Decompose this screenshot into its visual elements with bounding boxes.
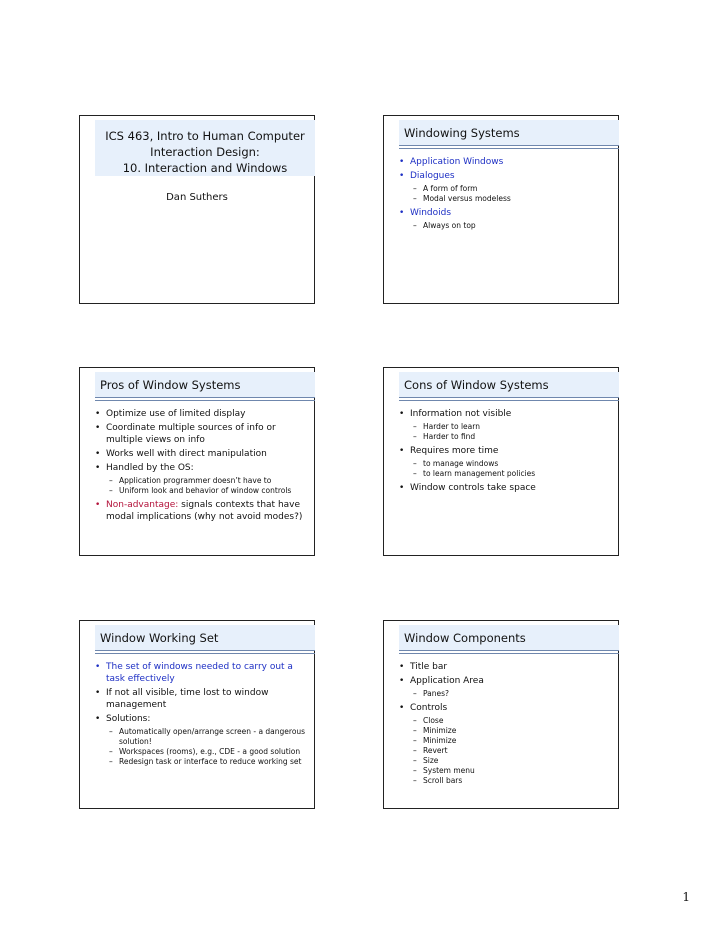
bullet: • Window controls take space	[399, 482, 617, 494]
sub-bullet: – Panes?	[399, 689, 617, 699]
slide-title	[79, 115, 315, 304]
bullet: • Coordinate multiple sources of info or multiple views on info	[95, 422, 313, 446]
bullet: • Optimize use of limited display	[95, 408, 313, 420]
slide-body	[399, 661, 617, 786]
slide-pros	[79, 367, 315, 556]
slide-body	[95, 408, 313, 525]
slide-heading: Window Components	[399, 625, 619, 651]
bullet: • The set of windows needed to carry out a task effectively	[95, 661, 313, 685]
bullet: • Windoids	[399, 207, 617, 219]
sub-bullet: – Automatically open/arrange screen - a dangerous solution!	[95, 727, 313, 747]
sub-bullet: – Revert	[399, 746, 617, 756]
sub-bullet: – Modal versus modeless	[399, 194, 617, 204]
slide-heading: Cons of Window Systems	[399, 372, 619, 398]
slide-heading: Window Working Set	[95, 625, 315, 651]
bullet: • Solutions:	[95, 713, 313, 725]
bullet: • If not all visible, time lost to window management	[95, 687, 313, 711]
bullet: • Dialogues	[399, 170, 617, 182]
page-number: 1	[682, 890, 690, 904]
bullet: • Controls	[399, 702, 617, 714]
sub-bullet: – to manage windows	[399, 459, 617, 469]
bullet: • Application Windows	[399, 156, 617, 168]
sub-bullet: – A form of form	[399, 184, 617, 194]
title-line: 10. Interaction and Windows	[122, 161, 288, 175]
sub-bullet: – Application programmer doesn’t have to	[95, 476, 313, 486]
bullet-lead: Non-advantage:	[106, 500, 179, 510]
slide-window-components	[383, 620, 619, 809]
sub-bullet: – Uniform look and behavior of window controls	[95, 486, 313, 496]
sub-bullet: – Redesign task or interface to reduce working set	[95, 757, 313, 767]
sub-bullet: – Minimize	[399, 726, 617, 736]
sub-bullet: – Harder to find	[399, 432, 617, 442]
bullet: • Title bar	[399, 661, 617, 673]
bullet: • Application Area	[399, 675, 617, 687]
bullet: • Information not visible	[399, 408, 617, 420]
slide-heading: Windowing Systems	[399, 120, 619, 146]
bullet-rest: signals contexts that have modal implications (why not avoid modes?)	[106, 500, 303, 522]
slide-body	[399, 156, 617, 231]
sub-bullet: – Close	[399, 716, 617, 726]
sub-bullet: – Always on top	[399, 221, 617, 231]
slide-heading: Pros of Window Systems	[95, 372, 315, 398]
bullet	[95, 499, 313, 523]
sub-bullet: – to learn management policies	[399, 469, 617, 479]
slide-working-set	[79, 620, 315, 809]
title-line: ICS 463, Intro to Human Computer	[105, 129, 305, 143]
slide-body	[399, 408, 617, 496]
title-box	[95, 120, 315, 176]
sub-bullet: – Harder to learn	[399, 422, 617, 432]
sub-bullet: – System menu	[399, 766, 617, 776]
slide-windowing-systems	[383, 115, 619, 304]
bullet: • Works well with direct manipulation	[95, 448, 313, 460]
bullet: • Handled by the OS:	[95, 462, 313, 474]
slide-cons	[383, 367, 619, 556]
bullet: • Requires more time	[399, 445, 617, 457]
slide-body	[95, 661, 313, 767]
sub-bullet: – Size	[399, 756, 617, 766]
author: Dan Suthers	[166, 192, 228, 203]
title-line: Interaction Design:	[150, 145, 260, 159]
sub-bullet: – Scroll bars	[399, 776, 617, 786]
sub-bullet: – Workspaces (rooms), e.g., CDE - a good solution	[95, 747, 313, 757]
sub-bullet: – Minimize	[399, 736, 617, 746]
